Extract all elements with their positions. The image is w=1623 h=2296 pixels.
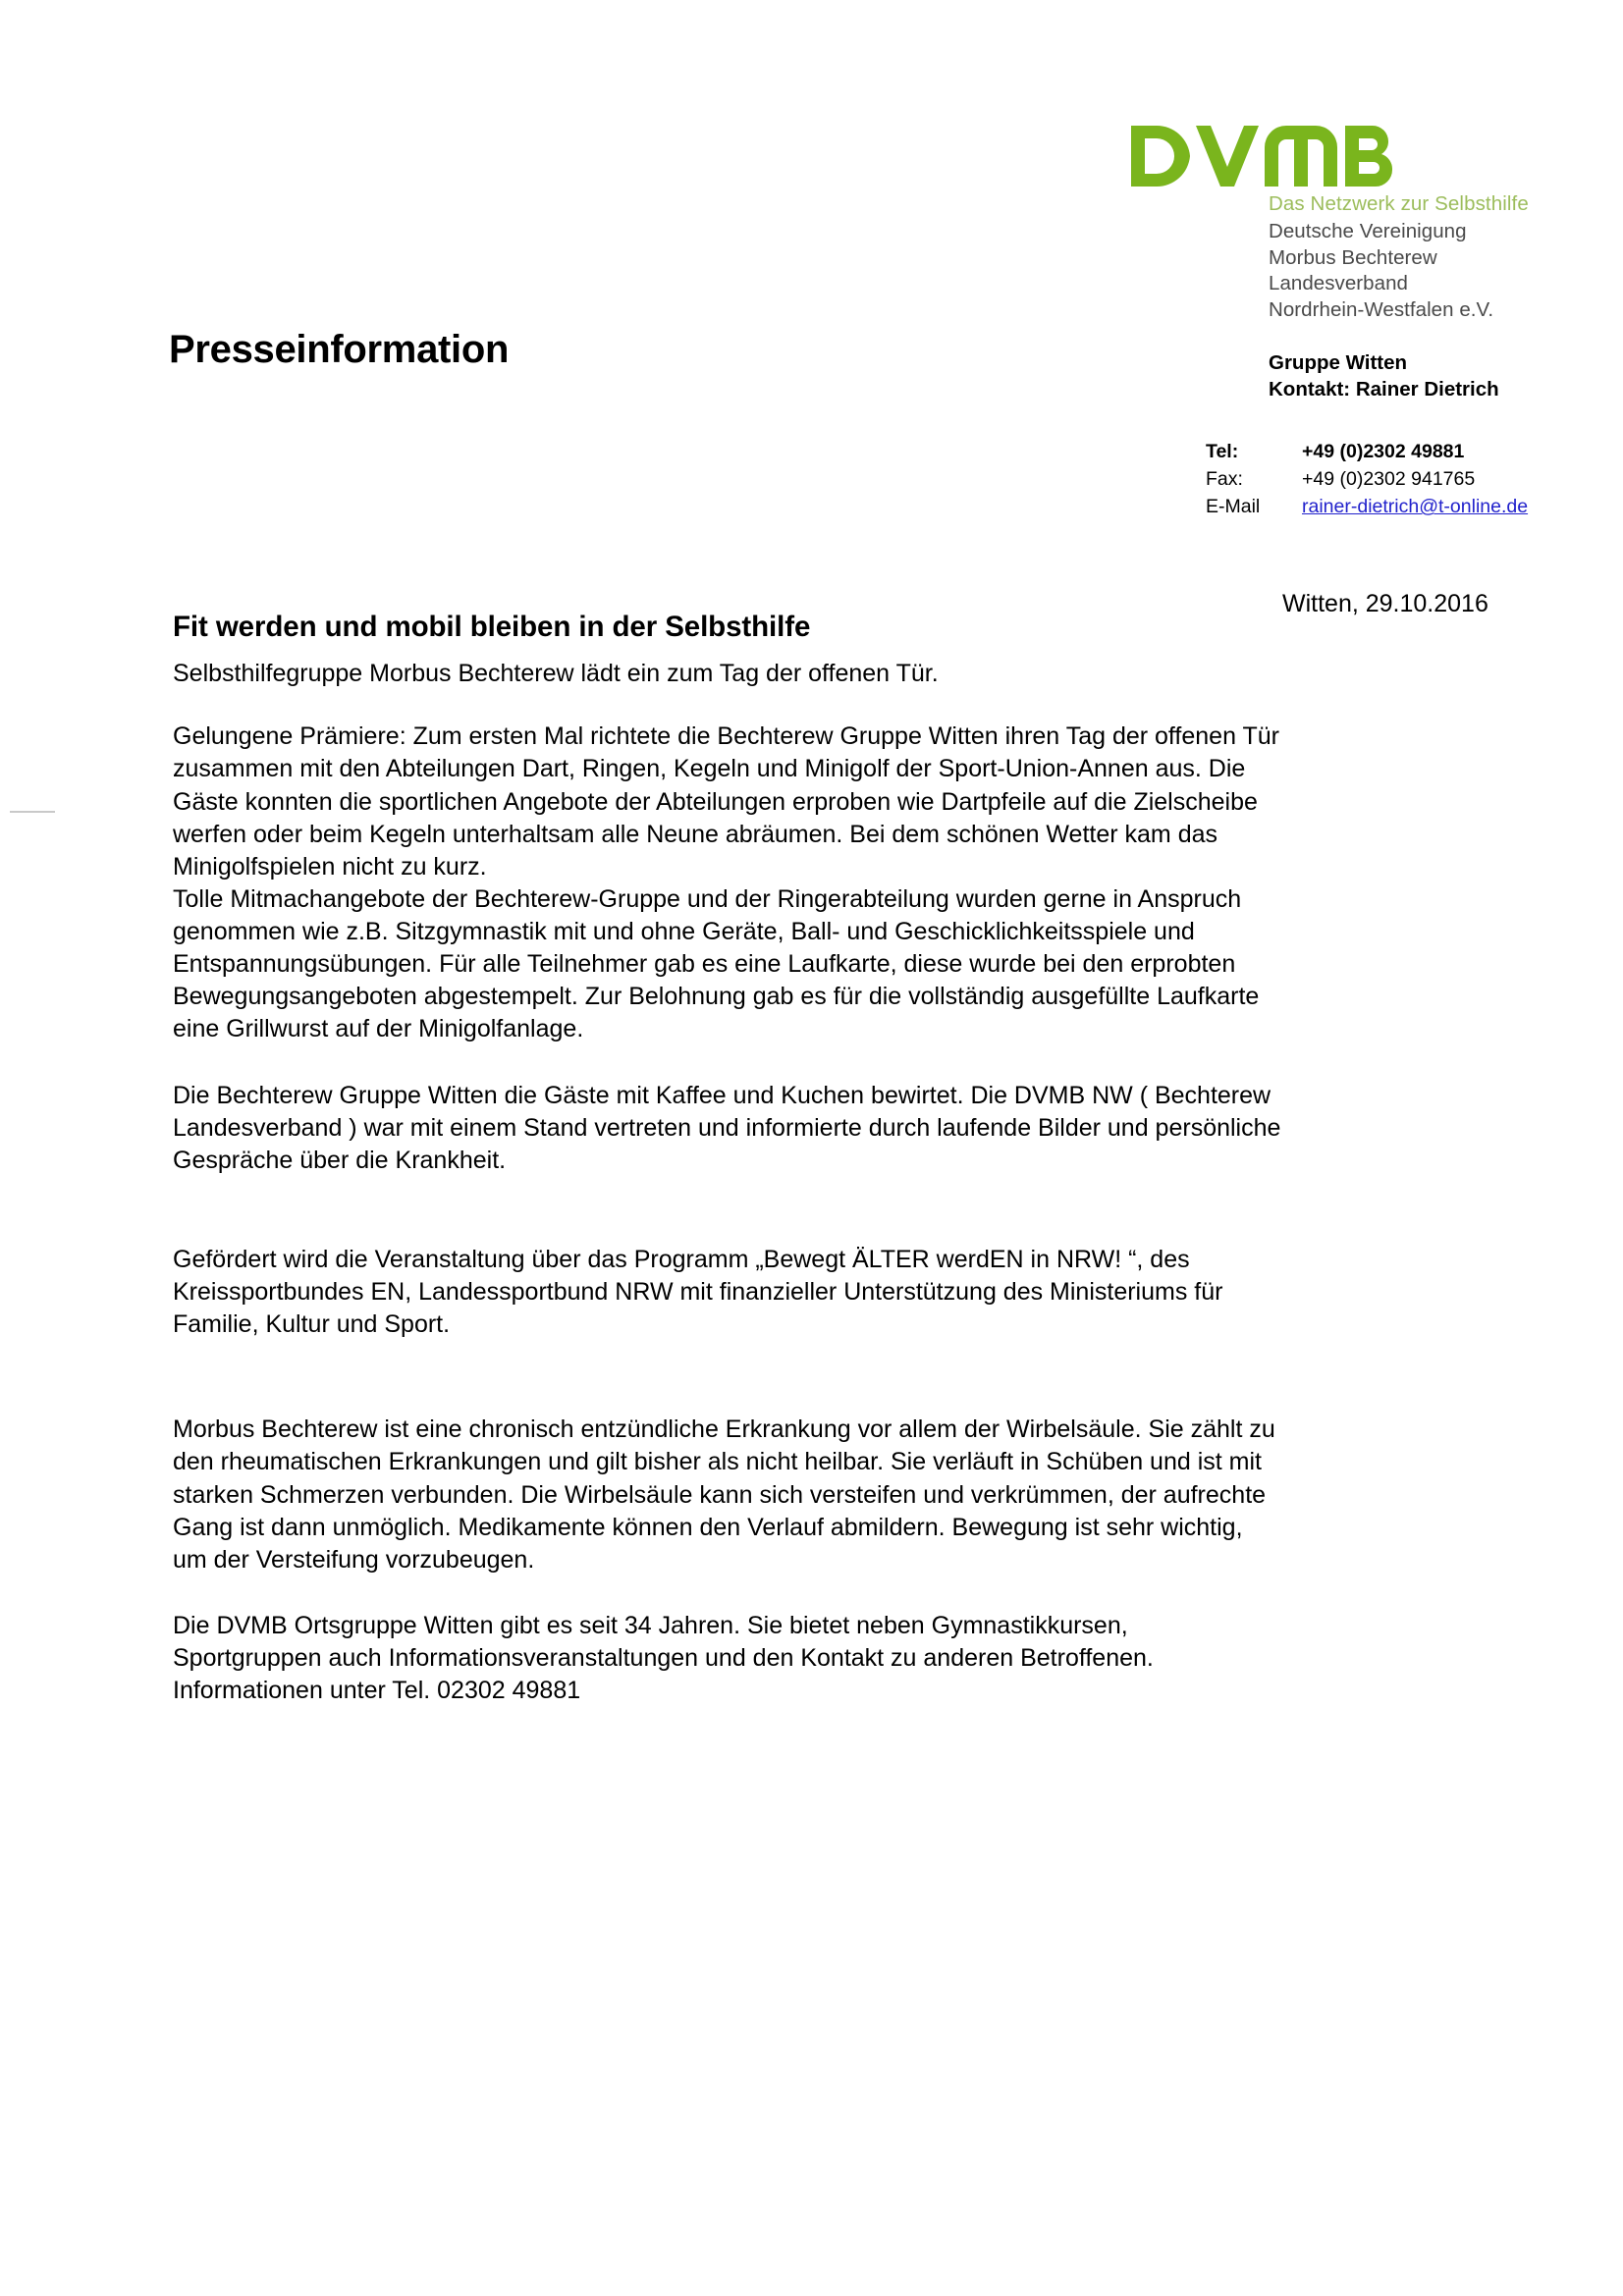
contact-person: Kontakt: Rainer Dietrich (1269, 377, 1499, 400)
organization-lines (1269, 219, 1593, 324)
article-paragraph: Die Bechterew Gruppe Witten die Gäste mit Kaffee und Kuchen bewirtet. Die DVMB NW ( Bechterew Landesverband ) war mit einem Stand vertreten und informierte durch laufende Bilder und persönliche Gespräche über die Krankheit. (173, 1081, 1281, 1174)
article-subhead: Selbsthilfegruppe Morbus Bechterew lädt ein zum Tag der offenen Tür. (173, 659, 939, 687)
group-name: Gruppe Witten (1269, 350, 1408, 374)
logo-tagline: Das Netzwerk zur Selbsthilfe (1269, 192, 1529, 215)
article-paragraph-contact-info: Informationen unter Tel. 02302 49881 (173, 1677, 581, 1705)
dvmb-wordmark-icon (1131, 126, 1398, 187)
contact-row-email (1206, 493, 1528, 520)
letterhead (1131, 126, 1593, 521)
article-paragraph: Gelungene Prämiere: Zum ersten Mal richtete die Bechterew Gruppe Witten ihren Tag der offenen Tür zusammen mit den Abteilungen Dart, Ringen, Kegeln und Minigolf der Sport-Union-Annen aus. Die Gäste konnten die sportlichen Angebote der Abteilungen erproben wie Dartpfeile auf die Zielscheibe werfen oder beim Kegeln unterhaltsam alle Neune abräumen. Bei dem schönen Wetter kam das Minigolfspielen nicht zu kurz. (173, 722, 1279, 881)
article-paragraph: Morbus Bechterew ist eine chronisch entzündliche Erkrankung vor allem der Wirbelsäule. Sie zählt zu den rheumatischen Erkrankungen und gilt bisher als nicht heilbar. Sie verläuft in Schüben und ist mit starken Schmerzen verbunden. Die Wirbelsäule kann sich versteifen und verkrümmen, der aufrechte Gang ist dann unmöglich. Medikamente können den Verlauf abmildern. Bewegung ist sehr wichtig, um der Versteifung vorzubeugen. (173, 1415, 1275, 1574)
article-headline: Fit werden und mobil bleiben in der Selbsthilfe (173, 611, 811, 643)
article-paragraph: Gefördert wird die Veranstaltung über das Programm „Bewegt ÄLTER werdEN in NRW! “, des Kreissportbundes EN, Landessportbund NRW mit finanzieller Unterstützung des Ministeriums für Familie, Kultur und Sport. (173, 1245, 1223, 1339)
article-paragraph: Tolle Mitmachangebote der Bechterew-Gruppe und der Ringerabteilung wurden gerne in Anspruch genommen wie z.B. Sitzgymnastik mit und ohne Geräte, Ball- und Geschicklichkeitsspiele und Entspannungsübungen. Für alle Teilnehmer gab es eine Laufkarte, diese wurde bei den erprobten Bewegungsangeboten abgestempelt. Zur Belohnung gab es für die vollständig ausgefüllte Laufkarte eine Grillwurst auf der Minigolfanlage. (173, 884, 1260, 1043)
contact-value-email (1302, 493, 1528, 520)
organization-line: Nordrhein-Westfalen e.V. (1269, 298, 1494, 322)
group-block (1269, 349, 1593, 402)
email-link[interactable]: rainer-dietrich@t-online.de (1302, 496, 1529, 518)
contact-row-tel (1206, 438, 1528, 465)
contact-label-email: E-Mail (1206, 496, 1261, 518)
page-title: Presseinformation (169, 328, 510, 371)
contact-value-fax: +49 (0)2302 941765 (1302, 468, 1476, 491)
contact-label-fax: Fax: (1206, 468, 1243, 491)
contact-details (1206, 438, 1528, 521)
organization-line: Morbus Bechterew (1269, 245, 1437, 269)
contact-label-tel: Tel: (1206, 440, 1239, 462)
article-body (173, 609, 1282, 1707)
contact-row-fax (1206, 465, 1528, 493)
margin-tick-mark (10, 811, 55, 813)
organization-line: Deutsche Vereinigung (1269, 220, 1467, 243)
dateline: Witten, 29.10.2016 (1282, 590, 1488, 617)
organization-line: Landesverband (1269, 272, 1408, 295)
contact-value-tel: +49 (0)2302 49881 (1302, 440, 1465, 462)
article-paragraph: Die DVMB Ortsgruppe Witten gibt es seit 34 Jahren. Sie bietet neben Gymnastikkursen, Sportgruppen auch Informationsveranstaltungen und den Kontakt zu anderen Betroffenen. (173, 1611, 1154, 1672)
